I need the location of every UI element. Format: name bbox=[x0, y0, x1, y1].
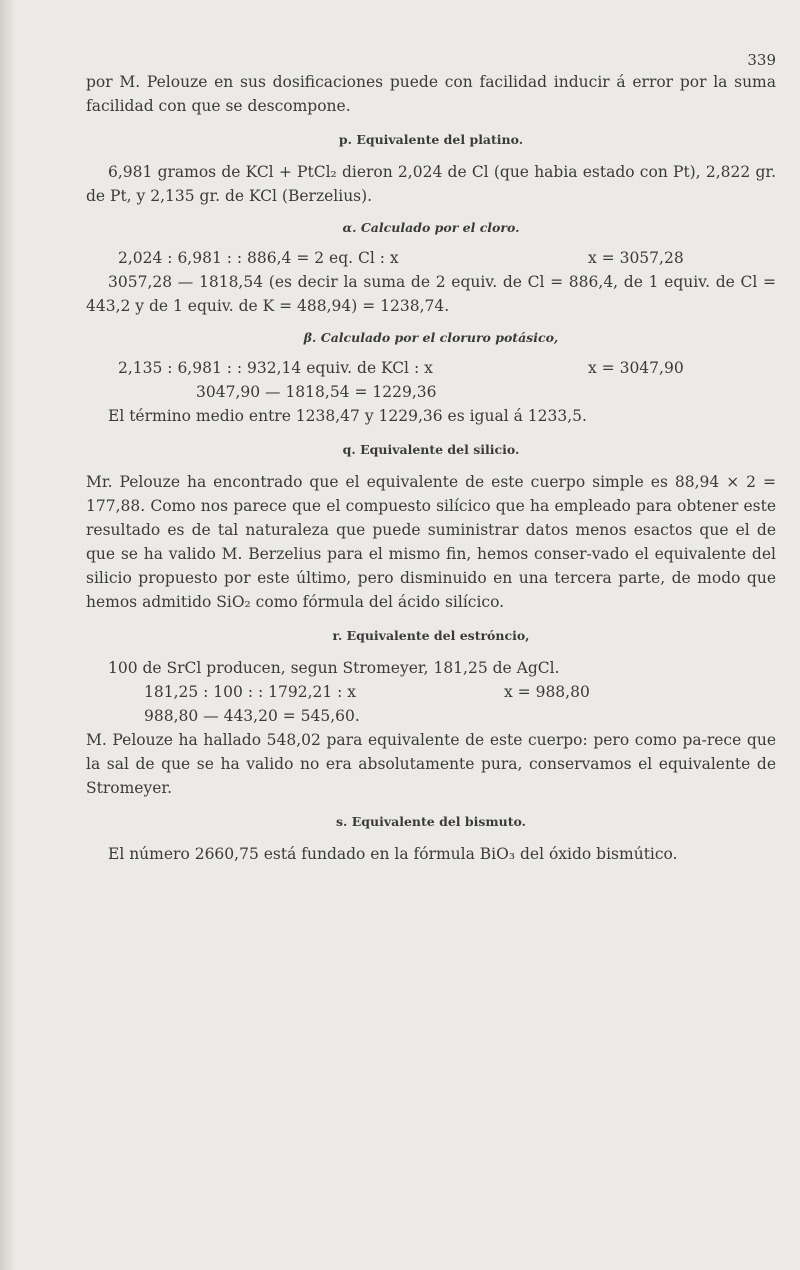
equation-line: 3047,90 — 1818,54 = 1229,36 bbox=[196, 383, 437, 401]
silicio-paragraph: Mr. Pelouze ha encontrado que el equivalente de este cuerpo simple es 88,94 × 2 = 177,88. Como nos parece que el compuesto silícico que ha empleado para obtener este resultado es de tal naturaleza que puede suministrar datos menos esactos que el de que se ha valido M. Berzelius para el mismo fin, hemos conser-vado el equivalente del silicio propuesto por este último, pero disminuido en una tercera parte, de modo que hemos admitido SiO₂ como fórmula del ácido silícico. bbox=[86, 473, 776, 611]
equation-left: 181,25 : 100 : : 1792,21 : x bbox=[144, 683, 357, 701]
equation-right: x = 3047,90 bbox=[588, 359, 684, 377]
equation-row bbox=[86, 680, 776, 704]
book-page bbox=[86, 48, 776, 866]
page-binding-edge bbox=[0, 0, 16, 1270]
section-heading-platino: p. Equivalente del platino. bbox=[338, 132, 524, 147]
alpha-paragraph: 3057,28 — 1818,54 (es decir la suma de 2 equiv. de Cl = 886,4, de 1 equiv. de Cl = 443,2 y de 1 equiv. de K = 488,94) = 1238,74. bbox=[86, 273, 776, 315]
section-heading-silicio: q. Equivalente del silicio. bbox=[342, 442, 520, 457]
subheading-beta: β. Calculado por el cloruro potásico, bbox=[303, 330, 559, 345]
estroncio-paragraph: 100 de SrCl producen, segun Stromeyer, 181,25 de AgCl. bbox=[108, 659, 560, 677]
equation-row bbox=[86, 246, 776, 270]
page-number: 339 bbox=[747, 51, 776, 69]
bismuto-paragraph: El número 2660,75 está fundado en la fórmula BiO₃ del óxido bismútico. bbox=[108, 845, 678, 863]
beta-paragraph: El término medio entre 1238,47 y 1229,36 es igual á 1233,5. bbox=[108, 407, 587, 425]
equation-right: x = 3057,28 bbox=[588, 249, 684, 267]
platino-paragraph: 6,981 gramos de KCl + PtCl₂ dieron 2,024 de Cl (que habia estado con Pt), 2,822 gr. de Pt, y 2,135 gr. de KCl (Berzelius). bbox=[86, 163, 776, 205]
section-heading-bismuto: s. Equivalente del bismuto. bbox=[336, 814, 526, 829]
section-heading-estroncio: r. Equivalente del estróncio, bbox=[332, 628, 530, 643]
equation-left: 2,024 : 6,981 : : 886,4 = 2 eq. Cl : x bbox=[118, 249, 399, 267]
subheading-alpha: α. Calculado por el cloro. bbox=[342, 220, 520, 235]
equation-right: x = 988,80 bbox=[504, 683, 590, 701]
intro-paragraph: por M. Pelouze en sus dosificaciones puede con facilidad inducir á error por la suma facilidad con que se descompone. bbox=[86, 73, 776, 115]
estroncio-paragraph-2: M. Pelouze ha hallado 548,02 para equivalente de este cuerpo: pero como pa-rece que la sal de que se ha valido no era absolutamente pura, conservamos el equivalente de Stromeyer. bbox=[86, 731, 776, 797]
equation-left: 2,135 : 6,981 : : 932,14 equiv. de KCl : x bbox=[118, 359, 433, 377]
equation-row bbox=[86, 356, 776, 380]
equation-line: 988,80 — 443,20 = 545,60. bbox=[144, 707, 360, 725]
